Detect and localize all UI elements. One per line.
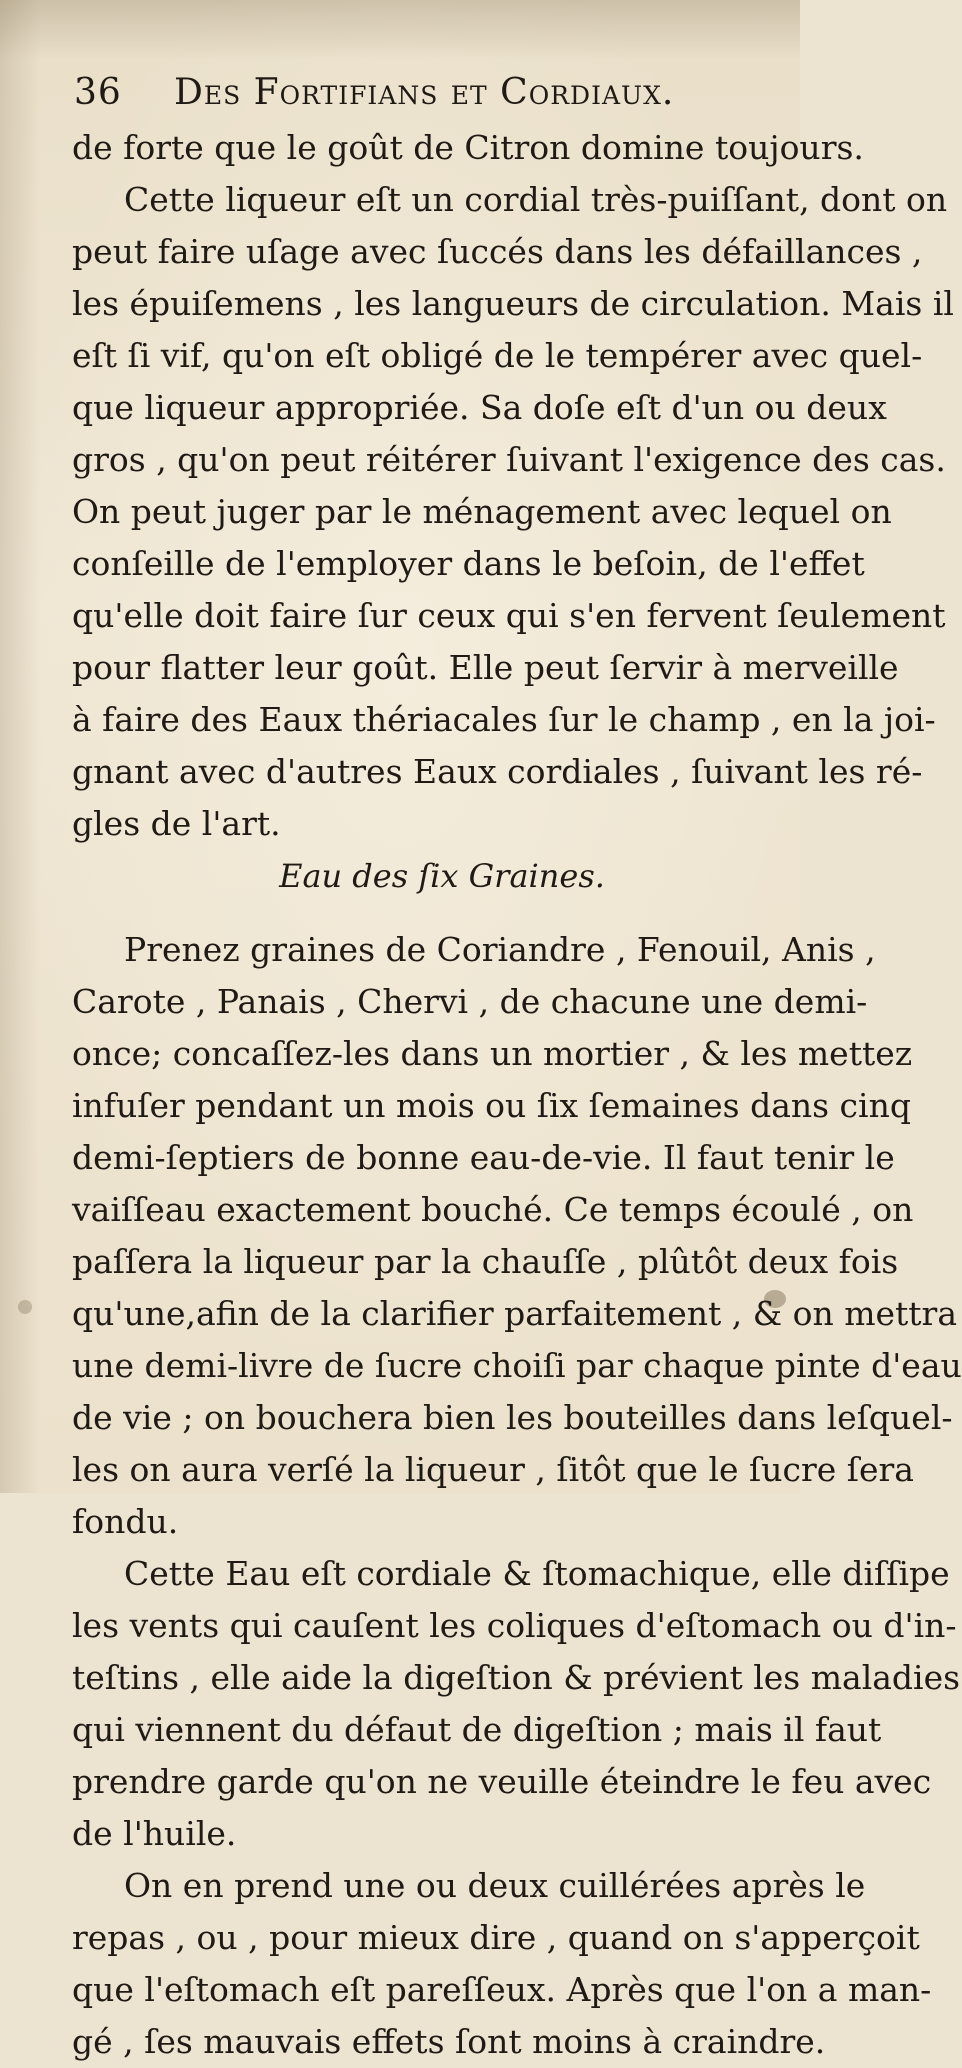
- page-number: 36: [74, 72, 122, 113]
- text-line: Cette Eau eſt cordiale & ſtomachique, elle diſſipe: [124, 1554, 950, 1593]
- text-line: repas , ou , pour mieux dire , quand on s'apperçoit: [72, 1918, 920, 1957]
- text-line: prendre garde qu'on ne veuille éteindre le feu avec: [72, 1762, 932, 1801]
- page-edge-shadow-top: [0, 0, 800, 60]
- text-line: On en prend une ou deux cuillérées après le: [124, 1866, 866, 1905]
- text-line: qu'une,afin de la clarifier parfaitement , & on mettra: [72, 1294, 957, 1333]
- text-line: les épuiſemens , les langueurs de circulation. Mais il: [72, 284, 954, 323]
- text-line: gnant avec d'autres Eaux cordiales , ſuivant les ré-: [72, 752, 923, 791]
- text-line: à faire des Eaux thériacales ſur le champ , en la joi-: [72, 700, 936, 739]
- text-line: pour flatter leur goût. Elle peut ſervir à merveille: [72, 648, 899, 687]
- text-line: On peut juger par le ménagement avec lequel on: [72, 492, 892, 531]
- text-line: de l'huile.: [72, 1814, 237, 1853]
- text-line: qu'elle doit faire ſur ceux qui s'en fervent ſeulement: [72, 596, 946, 635]
- text-line: que liqueur appropriée. Sa doſe eſt d'un ou deux: [72, 388, 887, 427]
- body-text: [72, 122, 962, 2068]
- text-line: qui viennent du défaut de digeſtion ; mais il faut: [72, 1710, 882, 1749]
- text-line: teſtins , elle aide la digeſtion & prévient les maladies: [72, 1658, 961, 1697]
- page-header: [74, 72, 714, 118]
- section-title: Eau des ſix Graines.: [279, 857, 605, 895]
- text-line: les vents qui cauſent les coliques d'eſtomach ou d'in-: [72, 1606, 957, 1645]
- text-line: une demi-livre de ſucre choiſi par chaque pinte d'eau: [72, 1346, 962, 1385]
- text-line: eſt ſi vif, qu'on eſt obligé de le tempérer avec quel-: [72, 336, 923, 375]
- text-line: peut faire uſage avec ſuccés dans les défaillances ,: [72, 232, 923, 271]
- text-line: Prenez graines de Coriandre , Fenouil, Anis ,: [124, 930, 876, 969]
- text-line: de forte que le goût de Citron domine toujours.: [72, 128, 864, 167]
- section-gap: [72, 902, 772, 924]
- ink-spot: [18, 1300, 32, 1314]
- text-line: gé , ſes mauvais effets ſont moins à craindre.: [72, 2022, 826, 2061]
- page-edge-shadow-left: [0, 0, 40, 1493]
- text-line: de vie ; on bouchera bien les bouteilles dans leſquel-: [72, 1398, 953, 1437]
- text-line: les on aura verſé la liqueur , ſitôt que le ſucre ſera: [72, 1450, 914, 1489]
- text-line: vaiſſeau exactement bouché. Ce temps écoulé , on: [72, 1190, 914, 1229]
- text-line: infuſer pendant un mois ou ſix ſemaines dans cinq: [72, 1086, 911, 1125]
- text-line: fondu.: [72, 1502, 179, 1541]
- text-line: gles de l'art.: [72, 804, 281, 843]
- running-head: Des Fortifians et Cordiaux.: [174, 72, 675, 113]
- text-line: que l'eſtomach eſt pareſſeux. Après que l'on a man-: [72, 1970, 932, 2009]
- text-line: Cette liqueur eſt un cordial très-puiſſant, dont on: [124, 180, 948, 219]
- text-line: demi-ſeptiers de bonne eau-de-vie. Il faut tenir le: [72, 1138, 895, 1177]
- text-line: once; concaſſez-les dans un mortier , & les mettez: [72, 1034, 913, 1073]
- text-line: gros , qu'on peut réitérer ſuivant l'exigence des cas.: [72, 440, 946, 479]
- text-line: paſſera la liqueur par la chauſſe , plûtôt deux fois: [72, 1242, 899, 1281]
- text-line: conſeille de l'employer dans le beſoin, de l'effet: [72, 544, 865, 583]
- text-line: Carote , Panais , Chervi , de chacune une demi-: [72, 982, 868, 1021]
